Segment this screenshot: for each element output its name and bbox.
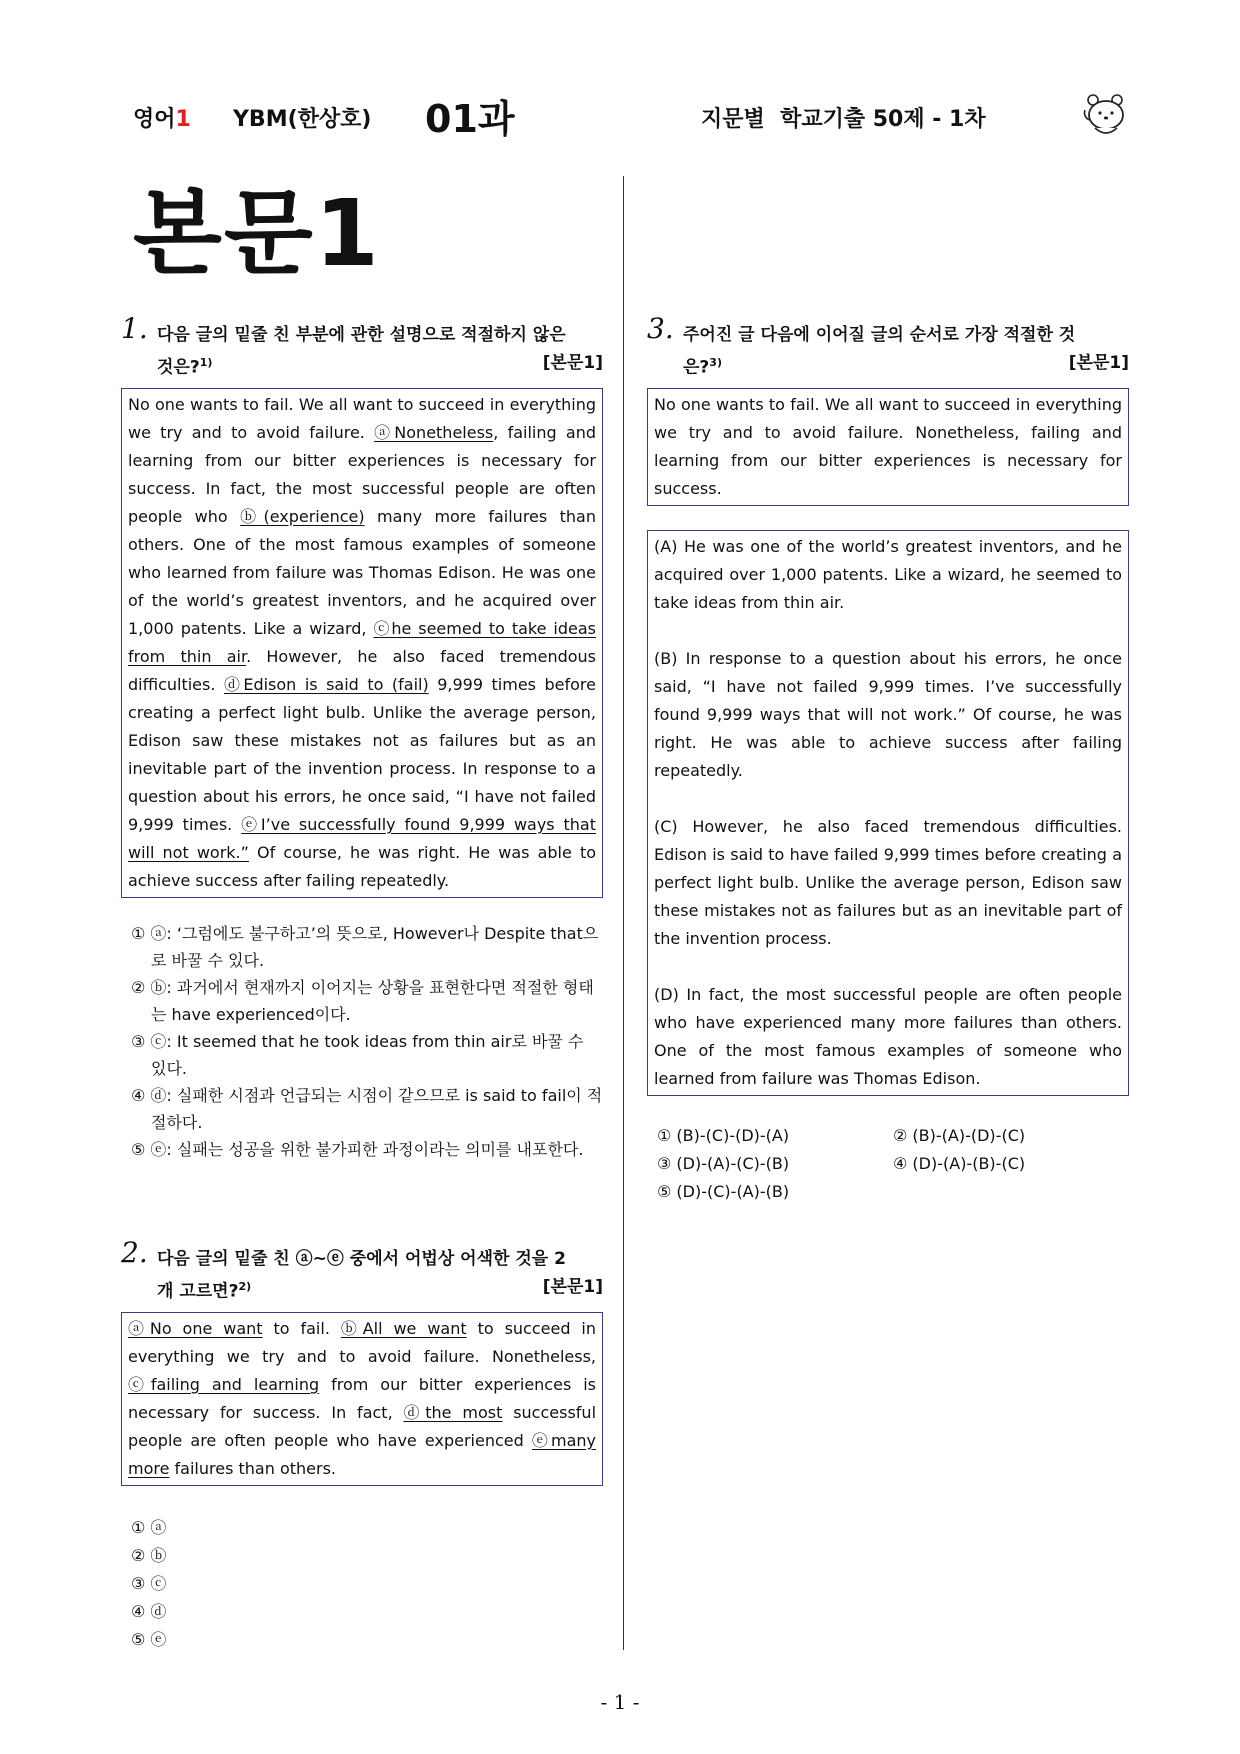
- question-stem: 주어진 글 다음에 이어질 글의 순서로 가장 적절한 것: [683, 325, 1076, 345]
- underline-d: ⓓthe most: [403, 1402, 503, 1422]
- answer-options: [647, 1122, 1129, 1206]
- ordering-paragraphs-box: [647, 530, 1129, 1096]
- question-3: [647, 312, 1129, 1206]
- paragraph-b: (B) In response to a question about his errors, he once said, “I have not failed 9,999 times. I’ve successfully found 9,999 ways that will not work.” Of course, he was right. He was able to achieve success after failing repeatedly.: [654, 648, 1122, 780]
- option-2[interactable]: ② (B)-(A)-(D)-(C): [893, 1125, 1026, 1145]
- option-2[interactable]: ② ⓑ: [131, 1545, 167, 1565]
- underline-e: ⓔmany more: [128, 1430, 596, 1478]
- underline-b: ⓑAll we want: [340, 1318, 467, 1338]
- subject-label: 영어1: [133, 107, 191, 132]
- option-5[interactable]: ⑤ ⓔ: [131, 1629, 167, 1649]
- question-2: [121, 1236, 603, 1654]
- question-1: [121, 312, 603, 1163]
- question-stem-cont: 것은?: [157, 357, 200, 378]
- question-stem: 다음 글의 밑줄 친 부분에 관한 설명으로 적절하지 않은: [157, 325, 566, 345]
- option-4[interactable]: ④ ⓓ: [131, 1601, 167, 1621]
- footnote-marker: 2): [238, 1280, 252, 1293]
- underline-a: ⓐNo one want: [128, 1318, 263, 1338]
- publisher-label: YBM(한상호): [233, 107, 372, 132]
- answer-options: [121, 1514, 603, 1654]
- option-4[interactable]: ④ (D)-(A)-(B)-(C): [893, 1153, 1026, 1173]
- question-number: 3.: [647, 312, 674, 345]
- underline-c: ⓒhe seemed to take ideas from thin air: [128, 618, 596, 666]
- source-tag: [본문1]: [1068, 353, 1129, 373]
- option-2[interactable]: ② ⓑ: 과거에서 현재까지 이어지는 상황을 표현한다면 적절한 형태는 have experienced이다.: [131, 977, 594, 1024]
- question-stem-cont: 개 고르면?: [157, 1281, 239, 1302]
- question-2-header: [121, 1236, 603, 1306]
- option-1[interactable]: ① ⓐ: [131, 1517, 167, 1537]
- paragraph-d: (D) In fact, the most successful people are often people who have experienced many more failures than others. One of the most famous examples of someone who learned from failure was Thomas Edison.: [654, 984, 1122, 1088]
- page-header: [133, 88, 1125, 144]
- source-tag: [본문1]: [542, 353, 603, 373]
- option-1[interactable]: ① (B)-(C)-(D)-(A): [657, 1125, 790, 1145]
- option-3[interactable]: ③ ⓒ: [131, 1573, 167, 1593]
- column-divider: [623, 176, 624, 1650]
- question-stem: 다음 글의 밑줄 친 ⓐ~ⓔ 중에서 어법상 어색한 것을 2: [157, 1249, 566, 1269]
- passage-box: ⓐNo one want to fail. ⓑAll we want to succeed in everything we try and to avoid failure. Nonetheless, ⓒfailing and learning from our bitter experiences is necessary for success. In fact, ⓓthe most successful people are often people who have experienced ⓔmany more failures than others.: [121, 1312, 603, 1486]
- underline-e: ⓔI’ve successfully found 9,999 ways that will not work.”: [128, 814, 597, 862]
- paragraph-a: (A) He was one of the world’s greatest inventors, and he acquired over 1,000 patents. Like a wizard, he seemed to take ideas from thin air.: [654, 536, 1122, 612]
- source-tag: [본문1]: [542, 1277, 603, 1297]
- subject-number: 1: [175, 107, 191, 132]
- answer-options: [121, 920, 603, 1163]
- option-4[interactable]: ④ ⓓ: 실패한 시점과 언급되는 시점이 같으므로 is said to fail이 적절하다.: [131, 1085, 603, 1132]
- given-passage-box: No one wants to fail. We all want to succeed in everything we try and to avoid failure. Nonetheless, failing and learning from our bitter experiences is necessary for success.: [647, 388, 1129, 506]
- series-label: 지문별 학교기출 50제 - 1차: [701, 107, 986, 132]
- footnote-marker: 1): [199, 356, 213, 369]
- section-title: 본문1: [133, 180, 381, 287]
- passage-box: No one wants to fail. We all want to succeed in everything we try and to avoid failure. ⓐNonetheless, failing and learning from our bitter experiences is necessary for success. In fact, the most successful people are often people who ⓑ(experience) many more failures than others. One of the most famous examples of someone who learned from failure was Thomas Edison. He was one of the world’s greatest inventors, and he acquired over 1,000 patents. Like a wizard, ⓒhe seemed to take ideas from thin air. However, he also faced tremendous difficulties. ⓓEdison is said to (fail) 9,999 times before creating a perfect light bulb. Unlike the average person, Edison saw these mistakes not as failures but as an inevitable part of the invention process. In response to a question about his errors, he once said, “I have not failed 9,999 times. ⓔI’ve successfully found 9,999 ways that will not work.” Of course, he was right. He was able to achieve success after failing repeatedly.: [121, 388, 603, 898]
- question-3-header: [647, 312, 1129, 382]
- option-1[interactable]: ① ⓐ: ‘그럼에도 불구하고’의 뜻으로, However나 Despite that으로 바꿀 수 있다.: [131, 923, 599, 970]
- question-1-header: [121, 312, 603, 382]
- underline-a: ⓐNonetheless: [374, 422, 494, 442]
- option-5[interactable]: ⑤ (D)-(C)-(A)-(B): [657, 1181, 790, 1201]
- question-number: 1.: [121, 312, 148, 345]
- lesson-label: 01과: [425, 97, 515, 141]
- option-3[interactable]: ③ ⓒ: It seemed that he took ideas from thin air로 바꿀 수 있다.: [131, 1031, 584, 1078]
- underline-b: ⓑ(experience): [240, 506, 365, 526]
- question-number: 2.: [121, 1236, 148, 1269]
- underline-c: ⓒfailing and learning: [128, 1374, 320, 1394]
- option-3[interactable]: ③ (D)-(A)-(C)-(B): [657, 1153, 790, 1173]
- question-stem-cont: 은?: [683, 357, 710, 378]
- underline-d: ⓓEdison is said to (fail): [223, 674, 429, 694]
- footnote-marker: 3): [709, 356, 722, 369]
- page-number: - 1 -: [600, 1690, 640, 1714]
- paragraph-c: (C) However, he also faced tremendous difficulties. Edison is said to have failed 9,999 times before creating a perfect light bulb. Unlike the average person, Edison saw these mistakes not as failures but as an inevitable part of the invention process.: [654, 816, 1122, 948]
- option-5[interactable]: ⑤ ⓔ: 실패는 성공을 위한 불가피한 과정이라는 의미를 내포한다.: [131, 1139, 584, 1159]
- bear-mascot-icon: [1079, 88, 1131, 140]
